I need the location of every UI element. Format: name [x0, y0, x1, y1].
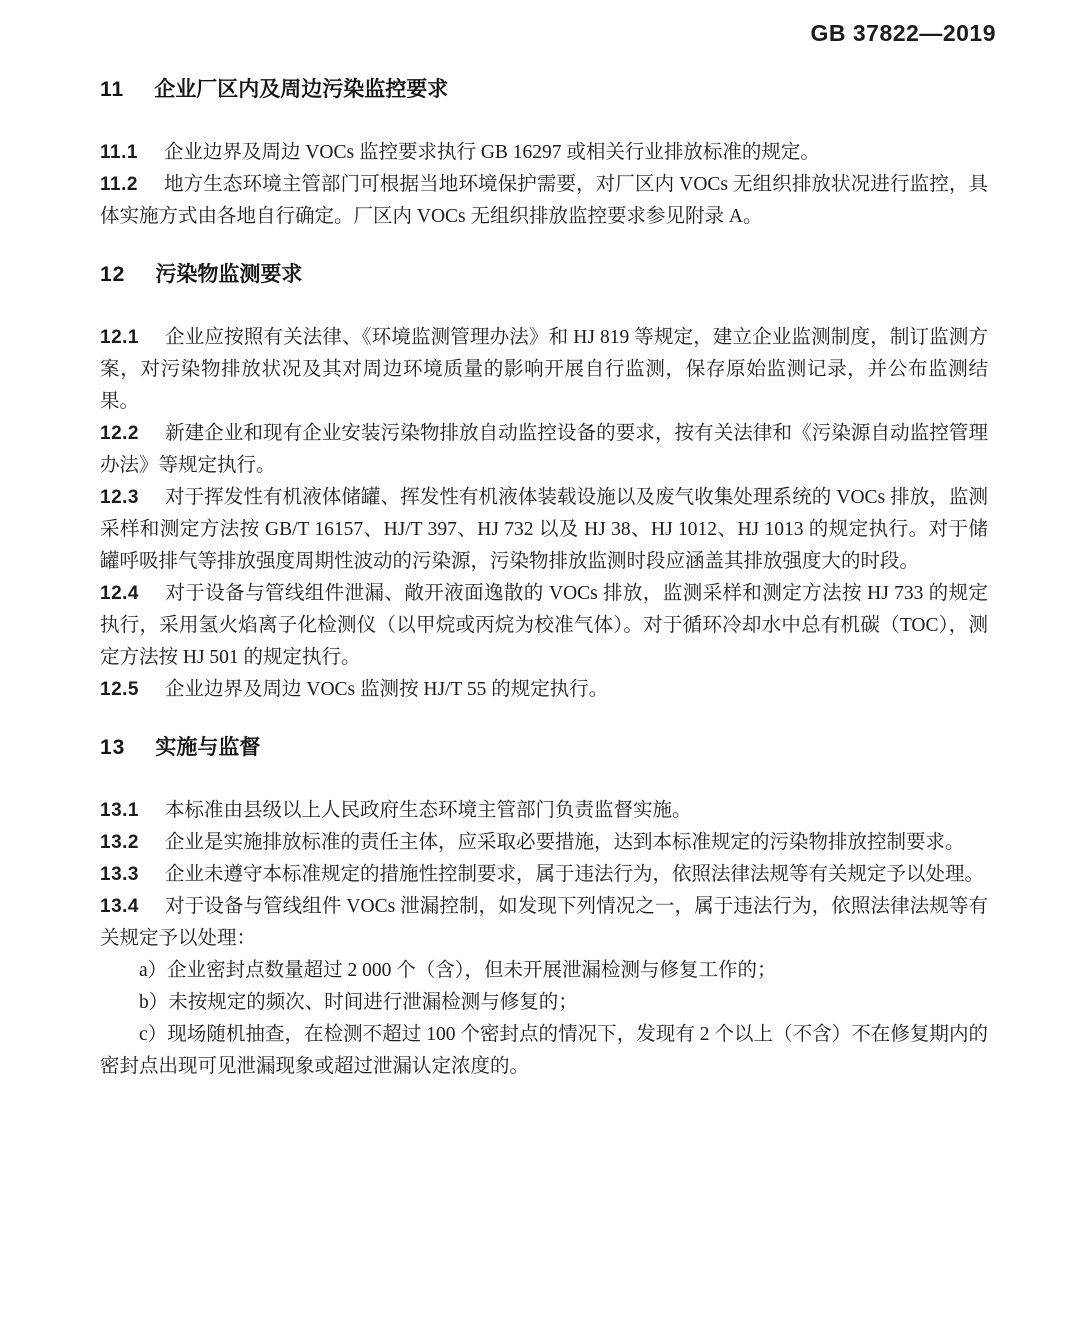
clause-12-3	[100, 482, 988, 578]
section-number: 13	[100, 736, 126, 759]
clause-text: 企业应按照有关法律、《环境监测管理办法》和 HJ 819 等规定，建立企业监测制度，制订监测方案，对污染物排放状况及其对周边环境质量的影响开展自行监测，保存原始监测记录，并公布监测结果。	[100, 327, 988, 412]
clause-text: 地方生态环境主管部门可根据当地环境保护需要，对厂区内 VOCs 无组织排放状况进行监控，具体实施方式由各地自行确定。厂区内 VOCs 无组织排放监控要求参见附录 A。	[100, 174, 988, 227]
clause-11-1	[100, 137, 988, 169]
clause-11-2	[100, 169, 988, 233]
clause-number: 13.4	[100, 896, 139, 917]
clause-number: 12.1	[100, 327, 139, 348]
clause-text: 对于设备与管线组件 VOCs 泄漏控制，如发现下列情况之一，属于违法行为，依照法律法规等有关规定予以处理：	[100, 896, 988, 949]
list-item-label: b）	[139, 992, 169, 1013]
clause-12-4	[100, 578, 988, 674]
clause-text: 企业边界及周边 VOCs 监测按 HJ/T 55 的规定执行。	[164, 679, 609, 700]
clause-number: 12.3	[100, 487, 139, 508]
list-item-text: 未按规定的频次、时间进行泄漏检测与修复的；	[168, 992, 578, 1013]
section-heading-11	[100, 76, 988, 104]
section-number: 12	[100, 263, 126, 286]
clause-number: 12.4	[100, 583, 139, 604]
clause-number: 12.2	[100, 423, 139, 444]
clause-12-5	[100, 674, 988, 706]
list-item-a	[100, 955, 988, 987]
clause-13-4	[100, 891, 988, 955]
clause-13-1	[100, 795, 988, 827]
clause-13-3	[100, 859, 988, 891]
clause-text: 新建企业和现有企业安装污染物排放自动监控设备的要求，按有关法律和《污染源自动监控管理办法》等规定执行。	[100, 423, 988, 476]
list-item-label: a）	[139, 960, 168, 981]
clause-text: 本标准由县级以上人民政府生态环境主管部门负责监督实施。	[164, 800, 692, 821]
clause-13-2	[100, 827, 988, 859]
clause-text: 企业边界及周边 VOCs 监控要求执行 GB 16297 或相关行业排放标准的规定。	[163, 142, 820, 163]
clause-number: 12.5	[100, 679, 139, 700]
standard-number: GB 37822—2019	[810, 20, 996, 46]
clause-number: 13.1	[100, 800, 139, 821]
section-title: 企业厂区内及周边污染监控要求	[154, 78, 449, 101]
list-item-text: 现场随机抽查，在检测不超过 100 个密封点的情况下，发现有 2 个以上（不含）不在修复期内的密封点出现可见泄漏现象或超过泄漏认定浓度的。	[100, 1024, 988, 1077]
list-item-b	[100, 987, 988, 1019]
list-item-c	[100, 1019, 988, 1083]
list-item-label: c）	[139, 1024, 168, 1045]
clause-number: 13.2	[100, 832, 139, 853]
clause-12-1	[100, 322, 988, 418]
section-heading-12	[100, 261, 988, 289]
section-heading-13	[100, 734, 988, 762]
section-title: 污染物监测要求	[155, 263, 303, 286]
clause-number: 11.2	[100, 174, 138, 195]
section-number: 11	[100, 78, 125, 101]
clause-text: 对于设备与管线组件泄漏、敞开液面逸散的 VOCs 排放，监测采样和测定方法按 HJ 733 的规定执行，采用氢火焰离子化检测仪（以甲烷或丙烷为校准气体）。对于循环冷却水中总有机碳（TOC），测定方法按 HJ 501 的规定执行。	[100, 583, 988, 668]
list-item-text: 企业密封点数量超过 2 000 个（含），但未开展泄漏检测与修复工作的；	[167, 960, 777, 981]
section-title: 实施与监督	[155, 736, 261, 759]
clause-text: 对于挥发性有机液体储罐、挥发性有机液体装载设施以及废气收集处理系统的 VOCs 排放，监测采样和测定方法按 GB/T 16157、HJ/T 397、HJ 732 以及 HJ 38、HJ 1012、HJ 1013 的规定执行。对于储罐呼吸排气等排放强度周期性波动的污染源，污染物排放监测时段应涵盖其排放强度大的时段。	[100, 487, 988, 572]
clause-number: 13.3	[100, 864, 139, 885]
clause-12-2	[100, 418, 988, 482]
clause-number: 11.1	[100, 142, 138, 163]
clause-text: 企业未遵守本标准规定的措施性控制要求，属于违法行为，依照法律法规等有关规定予以处理。	[164, 864, 984, 885]
clause-text: 企业是实施排放标准的责任主体，应采取必要措施，达到本标准规定的污染物排放控制要求。	[164, 832, 965, 853]
